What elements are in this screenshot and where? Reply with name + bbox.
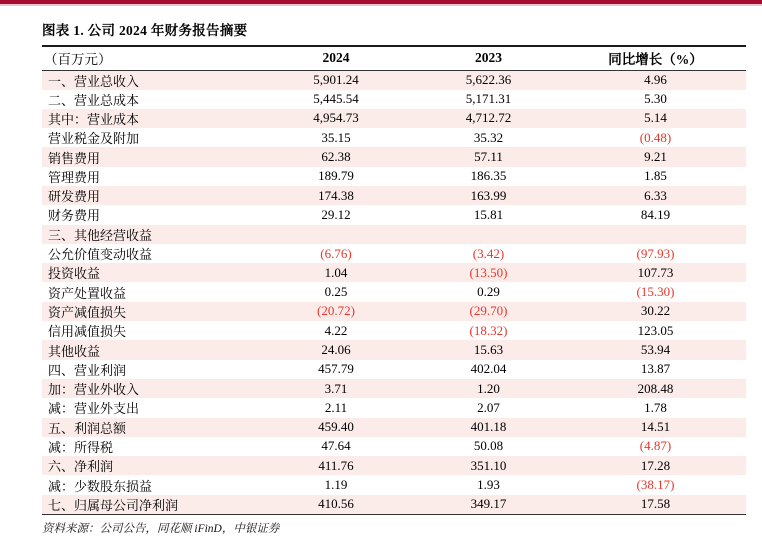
row-label: 管理费用 <box>48 169 101 185</box>
row-value: 5,622.36 <box>465 72 512 87</box>
row-value: 401.18 <box>470 419 507 435</box>
table-row <box>42 475 746 494</box>
row-value: 457.79 <box>318 361 354 377</box>
report-figure <box>42 16 746 536</box>
table-row <box>42 379 746 398</box>
table-row <box>42 340 746 359</box>
row-label: 一、营业总收入 <box>48 73 140 89</box>
table-row <box>42 360 746 379</box>
column-header-2024: 2024 <box>260 47 412 70</box>
row-value: (20.72) <box>317 303 355 319</box>
row-value: 35.15 <box>321 129 351 145</box>
row-value: 3.71 <box>324 380 348 396</box>
row-value: 35.32 <box>473 129 504 145</box>
row-value: 57.11 <box>474 149 503 165</box>
row-value <box>260 225 412 244</box>
row-label: 四、营业利润 <box>48 362 127 378</box>
row-value: 349.17 <box>470 496 507 512</box>
row-value: 14.51 <box>640 419 671 435</box>
table-row <box>42 398 746 417</box>
row-value: 47.64 <box>321 438 351 454</box>
row-label: 资产处置收益 <box>48 285 127 301</box>
table-row <box>42 109 746 128</box>
table-row <box>42 321 746 340</box>
table-row <box>42 90 746 109</box>
row-value <box>565 225 746 244</box>
table-row <box>42 495 746 515</box>
row-value: (4.87) <box>639 438 672 454</box>
row-value: 4,712.72 <box>465 110 512 126</box>
row-value: (6.76) <box>320 245 352 261</box>
row-label: 减：营业外支出 <box>48 401 140 417</box>
table-row <box>42 418 746 437</box>
row-label: 加：营业外收入 <box>48 382 140 398</box>
table-row <box>42 186 746 205</box>
row-label: 六、净利润 <box>48 459 114 475</box>
row-value: 208.48 <box>637 380 674 396</box>
table-row <box>42 225 746 244</box>
row-label: 信用减值损失 <box>48 324 127 340</box>
row-value: 1.93 <box>477 477 500 493</box>
row-value: 84.19 <box>640 206 671 222</box>
row-value: 4,954.73 <box>313 110 359 126</box>
table-row <box>42 263 746 282</box>
row-value: (0.48) <box>639 129 672 145</box>
table-row <box>42 282 746 301</box>
row-value: 29.12 <box>321 206 351 222</box>
row-value: 5.14 <box>644 110 667 126</box>
top-accent-bar <box>0 0 762 6</box>
row-value: 1.85 <box>644 168 667 184</box>
row-label: 五、利润总额 <box>48 420 127 436</box>
table-row <box>42 437 746 456</box>
row-label: 营业税金及附加 <box>48 131 140 147</box>
row-value: 189.79 <box>318 168 354 184</box>
row-value: 30.22 <box>640 303 671 319</box>
column-header-yoy-growth: 同比增长（%） <box>565 47 746 70</box>
row-value: 15.81 <box>473 206 504 222</box>
table-row <box>42 70 746 90</box>
row-value: 1.20 <box>477 380 500 396</box>
row-label: 减：所得税 <box>48 439 114 455</box>
row-value: 186.35 <box>470 168 507 184</box>
row-value: (18.32) <box>469 322 508 338</box>
row-label: 销售费用 <box>48 150 101 166</box>
table-row <box>42 167 746 186</box>
row-value: 163.99 <box>470 187 507 203</box>
row-value: 24.06 <box>321 342 351 357</box>
row-value: 459.40 <box>318 419 354 435</box>
row-value: 5.30 <box>644 91 667 107</box>
row-label: 七、归属母公司净利润 <box>48 497 179 513</box>
row-value: (38.17) <box>636 477 675 493</box>
row-value: 53.94 <box>640 342 671 357</box>
row-value: 402.04 <box>470 361 507 377</box>
row-label: 投资收益 <box>48 266 101 282</box>
row-value: (97.93) <box>636 245 675 261</box>
row-value <box>412 225 565 244</box>
row-value: 1.04 <box>324 264 348 280</box>
row-value: 123.05 <box>637 322 674 338</box>
row-label: 其中：营业成本 <box>48 111 140 127</box>
column-header-2023: 2023 <box>412 47 565 70</box>
row-value: 17.58 <box>640 496 671 512</box>
row-value: 50.08 <box>473 438 504 454</box>
row-label: 公允价值变动收益 <box>48 247 153 263</box>
row-value: (29.70) <box>469 303 508 319</box>
row-value: 5,171.31 <box>465 91 512 107</box>
row-label: 其他收益 <box>48 343 101 359</box>
row-value: (13.50) <box>469 264 508 280</box>
table-row <box>42 302 746 321</box>
row-label: 二、营业总成本 <box>48 92 140 108</box>
table-row <box>42 128 746 147</box>
row-value: 4.22 <box>324 322 348 338</box>
column-header-unit: （百万元） <box>42 47 260 70</box>
table-row <box>42 244 746 263</box>
row-value: 2.07 <box>477 399 500 415</box>
table-row <box>42 205 746 224</box>
row-label: 资产减值损失 <box>48 304 127 320</box>
row-value: 9.21 <box>644 149 667 165</box>
row-value: (3.42) <box>472 245 505 261</box>
row-value: 0.25 <box>324 284 348 300</box>
row-label: 三、其他经营收益 <box>48 227 153 243</box>
row-value: 6.33 <box>644 187 667 203</box>
table-header-row <box>42 47 746 70</box>
row-value: 13.87 <box>640 361 671 377</box>
row-value: (15.30) <box>636 284 675 300</box>
row-value: 15.63 <box>473 342 504 357</box>
row-label: 研发费用 <box>48 189 101 205</box>
row-value: 351.10 <box>470 457 507 473</box>
row-label: 财务费用 <box>48 208 101 224</box>
row-label: 减：少数股东损益 <box>48 478 153 494</box>
page-title: 图表 1. 公司 2024 年财务报告摘要 <box>42 16 746 47</box>
row-value: 62.38 <box>321 149 351 165</box>
financial-summary-table <box>42 47 746 515</box>
row-value: 17.28 <box>640 457 671 473</box>
row-value: 2.11 <box>324 399 348 415</box>
row-value: 0.29 <box>477 284 500 300</box>
source-note: 资料来源：公司公告，同花顺 iFinD，中银证券 <box>42 522 280 535</box>
row-value: 1.78 <box>644 399 667 415</box>
row-value: 4.96 <box>644 72 667 87</box>
row-value: 411.76 <box>318 457 354 473</box>
table-row <box>42 147 746 166</box>
row-value: 410.56 <box>318 496 354 512</box>
table-row <box>42 456 746 475</box>
row-value: 1.19 <box>324 477 348 493</box>
row-value: 5,445.54 <box>313 91 359 107</box>
row-value: 174.38 <box>318 187 354 203</box>
row-value: 107.73 <box>637 264 674 280</box>
row-value: 5,901.24 <box>313 72 359 87</box>
